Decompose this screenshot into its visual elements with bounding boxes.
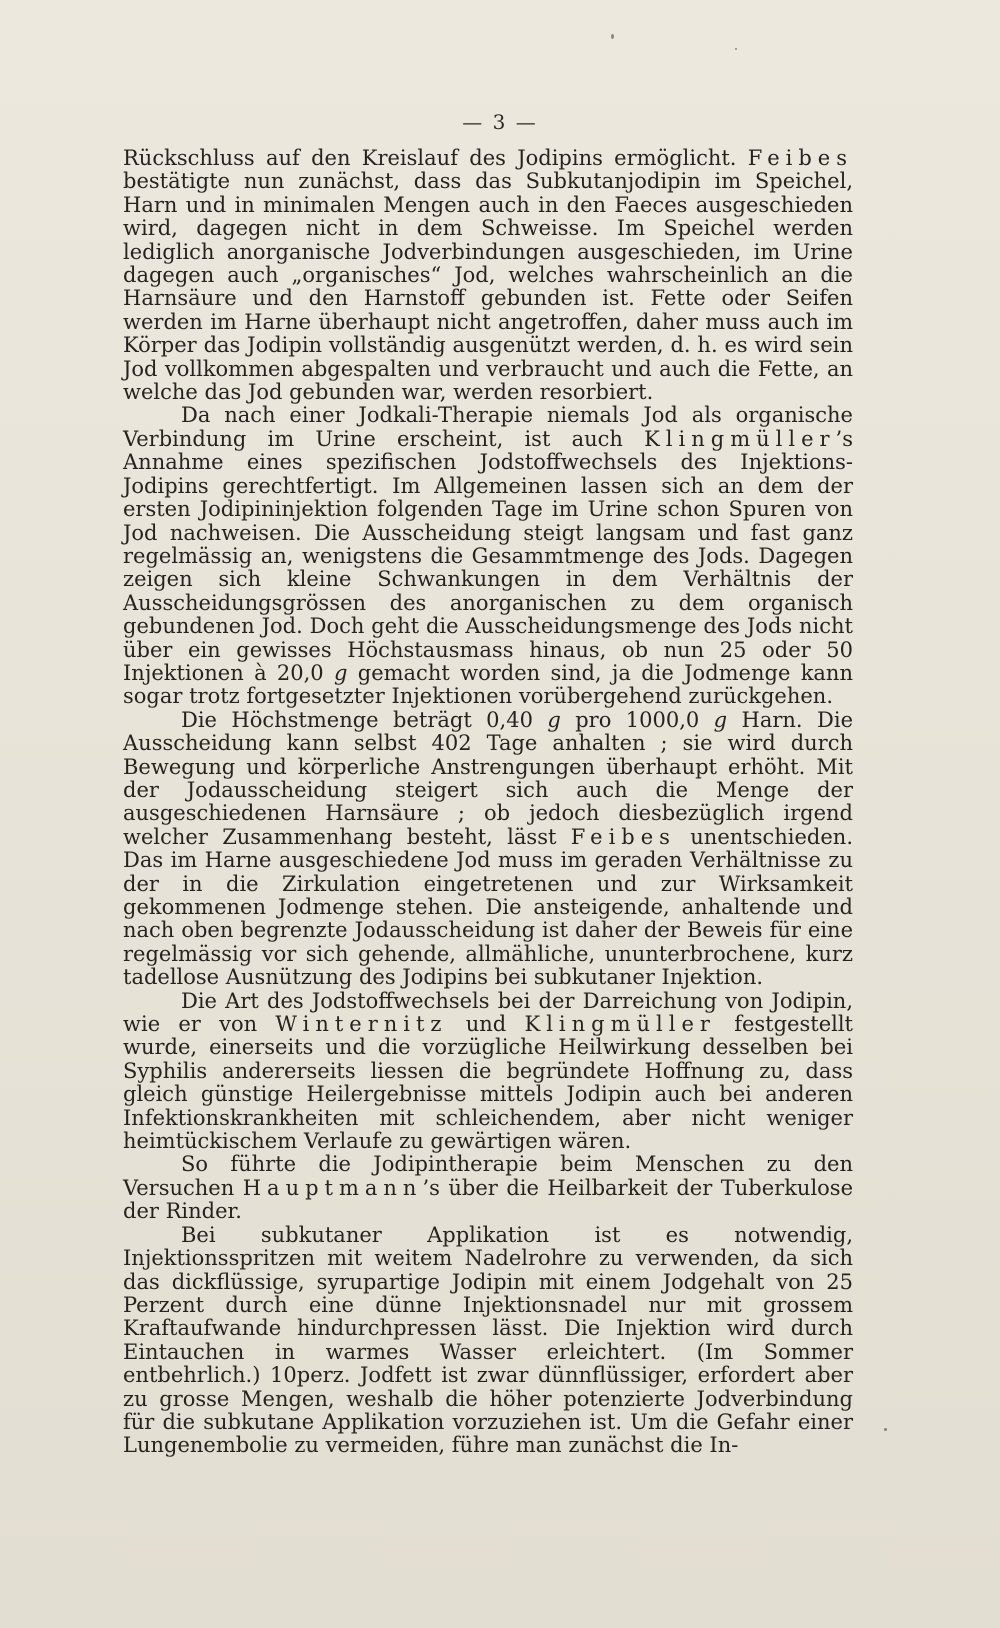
paragraph xyxy=(123,147,853,404)
author-name: Klingmüller xyxy=(524,1012,716,1037)
text-run: Da nach einer Jodkali-Therapie niemals Jod als organische Verbindung im Urine erscheint, ist auch xyxy=(123,403,853,451)
unit-symbol: g xyxy=(547,707,561,732)
author-name: Feibes xyxy=(747,146,853,170)
paragraph xyxy=(123,709,853,990)
paragraph xyxy=(123,404,853,708)
page-number: — 3 — xyxy=(462,110,538,134)
text-run: Die Höchstmenge beträgt 0,40 xyxy=(181,707,548,732)
text-run: bestätigte nun zunächst, dass das Subkutanjodipin im Speichel, Harn und in minimalen Mengen auch in den Faeces ausgeschieden wird, dagegen nicht in dem Schweisse. Im Speichel werden lediglich anorganische Jodverbindungen ausgeschieden, im Urine dagegen auch „organisches“ Jod, welches wahrscheinlich an die Harnsäure und den Harnstoff gebunden ist. Fette oder Seifen werden im Harne überhaupt nicht angetroffen, daher muss auch im Körper das Jodipin vollständig ausgenützt werden, d. h. es wird sein Jod vollkommen abgespalten und verbraucht und auch die Fette, an welche das Jod gebunden war, werden resorbiert. xyxy=(123,169,853,405)
text-run: Die Art des Jodstoffwechsels bei der Darreichung von Jodipin, wie er von xyxy=(123,988,853,1037)
paragraph xyxy=(123,990,853,1154)
author-name: Winternitz xyxy=(275,1012,448,1037)
paper-speck xyxy=(884,1428,887,1431)
author-name: Klingmüller xyxy=(644,426,836,451)
text-run: festgestellt wurde, einerseits und die vorzügliche Heilwirkung desselben bei Syphilis andererseits liessen die begründete Hoffnung zu, dass gleich günstige Heilergebnisse mittels Jodipin auch bei anderen Infektionskrankheiten mit schleichendem, aber nicht weniger heimtückischem Verlaufe zu gewärtigen wären. xyxy=(123,1012,853,1154)
paper-speck xyxy=(611,34,614,39)
unit-symbol: g xyxy=(713,707,728,732)
paper-speck xyxy=(735,48,737,50)
text-run: gemacht worden sind, ja die Jodmenge kann sogar trotz fortgesetzter Injektionen vorübergehend zurückgehen. xyxy=(123,660,853,709)
text-run: und xyxy=(447,1012,525,1037)
text-run: Rückschluss auf den Kreislauf des Jodipins ermöglicht. xyxy=(123,146,748,170)
paragraph xyxy=(123,1153,853,1223)
text-run: pro 1000,0 xyxy=(560,707,714,732)
text-run: Harn. Die Ausscheidung kann selbst 402 Tage anhalten ; sie wird durch Bewegung und körperliche Anstrengungen überhaupt erhöht. Mit der Jodausscheidung steigert sich auch die Menge der ausgeschiedenen Harnsäure ; ob jedoch diesbezüglich irgend welcher Zusammenhang besteht, lässt xyxy=(123,707,853,849)
author-name: Hauptmann xyxy=(242,1175,423,1200)
text-run: ’s über die Heilbarkeit der Tuberkulose der Rinder. xyxy=(123,1175,854,1224)
text-run: So führte die Jodipintherapie beim Menschen zu den Versuchen xyxy=(123,1152,853,1200)
text-run: Bei subkutaner Applikation ist es notwendig, Injektionsspritzen mit weitem Nadelrohre zu verwenden, da sich das dickflüssige, syrupartige Jodipin mit einem Jodgehalt von 25 Perzent durch eine dünne Injektionsnadel nur mit grossem Kraftaufwande hindurchpressen lässt. Die Injektion wird durch Eintauchen in warmes Wasser erleichtert. (Im Sommer entbehrlich.) 10perz. Jodfett ist zwar dünnflüssiger, erfordert aber zu grosse Mengen, weshalb die höher potenzierte Jodverbindung für die subkutane Applikation vorzuziehen ist. Um die Gefahr einer Lungenembolie zu vermeiden, führe man zunächst die In- xyxy=(123,1222,853,1458)
text-run: unentschieden. Das im Harne ausgeschiedene Jod muss im geraden Verhältnisse zu der in die Zirkulation eingetretenen und zur Wirksamkeit gekommenen Jodmenge stehen. Die ansteigende, anhaltende und nach oben begrenzte Jodausscheidung ist daher der Beweis für eine regelmässig vor sich gehende, allmähliche, ununterbrochene, kurz tadellose Ausnützung des Jodipins bei subkutaner Injektion. xyxy=(123,824,853,990)
unit-symbol: g xyxy=(333,660,348,685)
body-text xyxy=(123,147,853,1458)
text-run: ’s Annahme eines spezifischen Jodstoffwechsels des Injektions-Jodipins gerechtfertigt. Im Allgemeinen lassen sich an dem der ersten Jodipininjektion folgenden Tage im Urine schon Spuren von Jod nachweisen. Die Ausscheidung steigt langsam und fast ganz regelmässig an, wenigstens die Gesammtmenge des Jods. Dagegen zeigen sich kleine Schwankungen in dem Verhältnis der Ausscheidungsgrössen des anorganischen zu dem organisch gebundenen Jod. Doch geht die Ausscheidungsmenge des Jods nicht über ein gewisses Höchstausmass hinaus, ob nun 25 oder 50 Injektionen à 20,0 xyxy=(123,426,853,685)
author-name: Feibes xyxy=(570,824,676,849)
paragraph xyxy=(123,1224,853,1458)
